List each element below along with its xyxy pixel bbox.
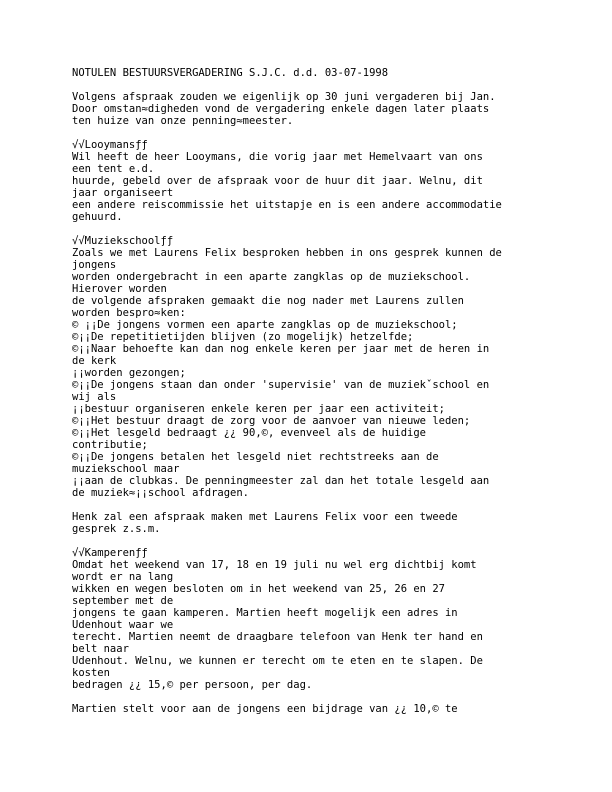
text-line: september met de: [72, 595, 174, 607]
text-line: wij als: [72, 391, 117, 403]
text-line: Hierover worden: [72, 283, 167, 295]
text-line: muziekschool maar: [72, 463, 180, 475]
text-line: ©¡¡De jongens staan dan onder 'supervisie' van de muziekˇschool en: [72, 379, 490, 391]
blank-line: [72, 691, 592, 703]
text-line: Zoals we met Laurens Felix besproken hebben in ons gesprek kunnen de: [72, 247, 502, 259]
text-line: Udenhout. Welnu, we kunnen er terecht om te eten en te slapen. De: [72, 655, 483, 667]
text-line: ©¡¡De repetitietijden blijven (zo mogelijk) hetzelfde;: [72, 331, 414, 343]
text-line: bedragen ¿¿ 15,© per persoon, per dag.: [72, 679, 313, 691]
text-line: √√Muziekschoolƒƒ: [72, 235, 174, 247]
text-line: worden ondergebracht in een aparte zangklas op de muziekschool.: [72, 271, 471, 283]
text-line: de kerk: [72, 355, 117, 367]
text-line: √√Kamperenƒƒ: [72, 547, 148, 559]
text-line: Omdat het weekend van 17, 18 en 19 juli nu wel erg dichtbij komt: [72, 559, 477, 571]
text-line: belt naar: [72, 643, 129, 655]
text-line: ©¡¡Naar behoefte kan dan nog enkele keren per jaar met de heren in: [72, 343, 490, 355]
text-line: Door omstan≈digheden vond de vergadering enkele dagen later plaats: [72, 103, 490, 115]
text-line: wikken en wegen besloten om in het weekend van 25, 26 en 27: [72, 583, 445, 595]
text-line: gesprek z.s.m.: [72, 523, 161, 535]
text-line: wordt er na lang: [72, 571, 174, 583]
text-line: ©¡¡Het bestuur draagt de zorg voor de aanvoer van nieuwe leden;: [72, 415, 471, 427]
text-line: kosten: [72, 667, 110, 679]
text-line: √√Looymansƒƒ: [72, 139, 148, 151]
text-line: NOTULEN BESTUURSVERGADERING S.J.C. d.d. 03-07-1998: [72, 67, 389, 79]
text-line: contributie;: [72, 439, 148, 451]
text-line: Wil heeft de heer Looymans, die vorig jaar met Hemelvaart van ons: [72, 151, 483, 163]
text-line: worden bespro≈ken:: [72, 307, 186, 319]
document-body: [72, 67, 592, 715]
text-line: Udenhout waar we: [72, 619, 174, 631]
text-line: © ¡¡De jongens vormen een aparte zangklas op de muziekschool;: [72, 319, 458, 331]
blank-line: [72, 127, 592, 139]
text-line: Martien stelt voor aan de jongens een bijdrage van ¿¿ 10,© te: [72, 703, 458, 715]
text-line: ©¡¡Het lesgeld bedraagt ¿¿ 90,©, evenveel als de huidige: [72, 427, 427, 439]
text-line: een andere reiscommissie het uitstapje en is een andere accommodatie: [72, 199, 502, 211]
text-line: ten huize van onze penning≈meester.: [72, 115, 294, 127]
text-line: ©¡¡De jongens betalen het lesgeld niet rechtstreeks aan de: [72, 451, 439, 463]
text-line: de volgende afspraken gemaakt die nog nader met Laurens zullen: [72, 295, 464, 307]
blank-line: [72, 535, 592, 547]
text-line: huurde, gebeld over de afspraak voor de huur dit jaar. Welnu, dit: [72, 175, 483, 187]
text-line: jongens te gaan kamperen. Martien heeft mogelijk een adres in: [72, 607, 458, 619]
text-line: gehuurd.: [72, 211, 123, 223]
text-line: terecht. Martien neemt de draagbare telefoon van Henk ter hand en: [72, 631, 483, 643]
text-line: Henk zal een afspraak maken met Laurens Felix voor een tweede: [72, 511, 458, 523]
text-line: een tent e.d.: [72, 163, 155, 175]
text-line: ¡¡worden gezongen;: [72, 367, 186, 379]
text-line: ¡¡bestuur organiseren enkele keren per jaar een activiteit;: [72, 403, 445, 415]
text-line: Volgens afspraak zouden we eigenlijk op 30 juni vergaderen bij Jan.: [72, 91, 496, 103]
blank-line: [72, 499, 592, 511]
text-line: ¡¡aan de clubkas. De penningmeester zal dan het totale lesgeld aan: [72, 475, 490, 487]
blank-line: [72, 79, 592, 91]
blank-line: [72, 223, 592, 235]
text-line: de muziek≈¡¡school afdragen.: [72, 487, 250, 499]
text-line: jaar organiseert: [72, 187, 174, 199]
text-line: jongens: [72, 259, 117, 271]
